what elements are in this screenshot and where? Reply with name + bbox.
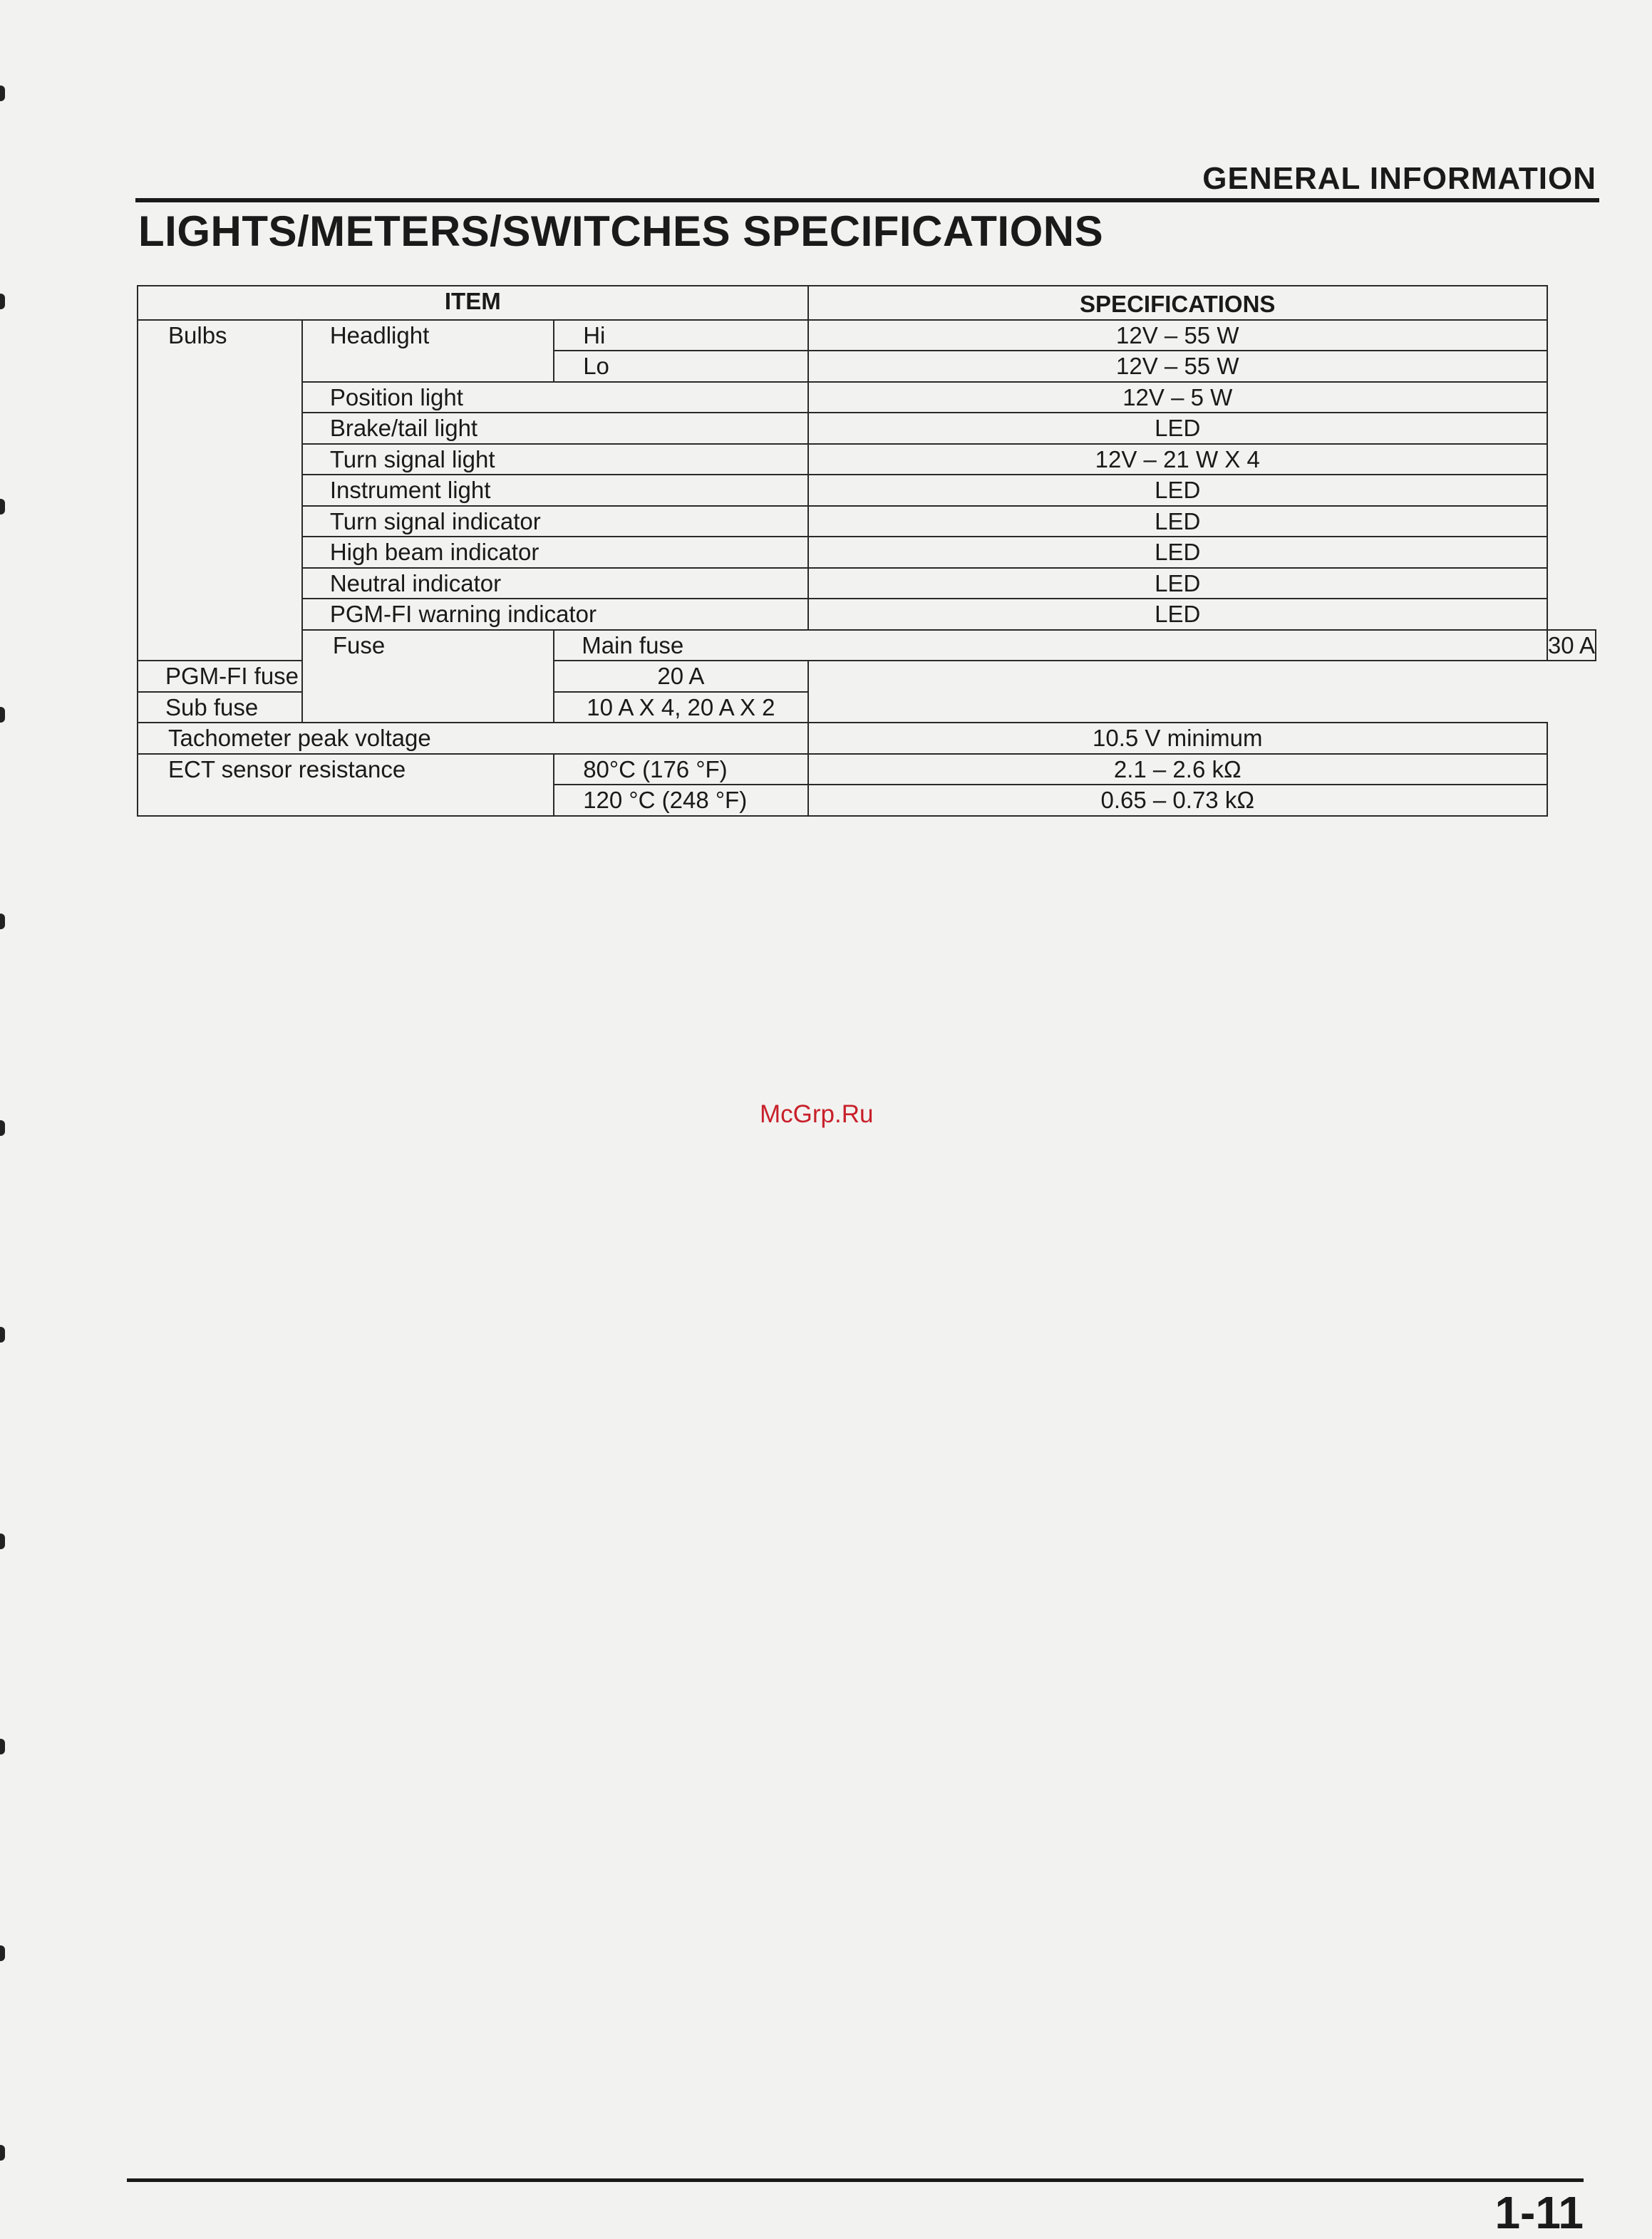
item-cell: Tachometer peak voltage	[138, 723, 808, 754]
table-row	[138, 630, 1596, 661]
binder-mark	[0, 1327, 5, 1343]
spec-cell: 20 A	[554, 661, 807, 692]
page-title: LIGHTS/METERS/SWITCHES SPECIFICATIONS	[138, 207, 1104, 255]
binder-mark	[0, 707, 5, 723]
item-cell: PGM-FI fuse	[138, 661, 554, 692]
spec-cell: 30 A	[1547, 630, 1596, 661]
table-row	[138, 444, 1596, 475]
spec-cell: 12V – 55 W	[808, 320, 1547, 351]
top-rule	[135, 198, 1599, 202]
specifications-table	[137, 285, 1596, 817]
binder-mark	[0, 914, 5, 929]
item-cell: Hi	[554, 320, 807, 351]
binder-mark	[0, 86, 5, 101]
item-cell: Position light	[302, 382, 808, 413]
spec-cell: 12V – 55 W	[808, 351, 1547, 382]
item-cell: Neutral indicator	[302, 568, 808, 599]
table-row	[138, 568, 1596, 599]
table-row	[138, 537, 1596, 568]
header-specifications: SPECIFICATIONS	[808, 286, 1547, 320]
binder-mark	[0, 499, 5, 514]
spec-cell: 10 A X 4, 20 A X 2	[554, 692, 807, 723]
spec-cell: LED	[808, 568, 1547, 599]
item-cell: Turn signal indicator	[302, 506, 808, 537]
item-cell: High beam indicator	[302, 537, 808, 568]
group-ect: ECT sensor resistance	[138, 754, 554, 816]
spec-cell: 12V – 5 W	[808, 382, 1547, 413]
binder-mark	[0, 1739, 5, 1754]
item-cell: Turn signal light	[302, 444, 808, 475]
binder-mark	[0, 1120, 5, 1136]
spec-cell: 12V – 21 W X 4	[808, 444, 1547, 475]
table-row	[138, 413, 1596, 444]
spec-cell: LED	[808, 506, 1547, 537]
spec-cell: LED	[808, 537, 1547, 568]
table-row	[138, 599, 1596, 630]
spec-cell: 10.5 V minimum	[808, 723, 1547, 754]
binder-mark	[0, 1945, 5, 1961]
item-cell: Lo	[554, 351, 807, 382]
binder-mark	[0, 294, 5, 309]
section-label: GENERAL INFORMATION	[1202, 161, 1596, 196]
table-row	[138, 661, 1596, 692]
table-row	[138, 320, 1596, 351]
spec-cell: LED	[808, 599, 1547, 630]
item-cell: Instrument light	[302, 475, 808, 506]
group-bulbs: Bulbs	[138, 320, 302, 661]
item-cell: Sub fuse	[138, 692, 554, 723]
table-header-row	[138, 286, 1596, 320]
spec-cell: 2.1 – 2.6 kΩ	[808, 754, 1547, 785]
bottom-rule	[127, 2178, 1584, 2182]
item-cell: PGM-FI warning indicator	[302, 599, 808, 630]
watermark: McGrp.Ru	[760, 1100, 874, 1128]
table-row	[138, 475, 1596, 506]
group-fuse: Fuse	[302, 630, 554, 723]
table-row	[138, 506, 1596, 537]
item-cell: Brake/tail light	[302, 413, 808, 444]
spec-cell: LED	[808, 413, 1547, 444]
item-cell: 80°C (176 °F)	[554, 754, 807, 785]
table-row	[138, 382, 1596, 413]
table-row	[138, 754, 1596, 785]
page-number: 1-11	[1494, 2187, 1584, 2238]
header-item: ITEM	[138, 286, 808, 320]
group-headlight: Headlight	[302, 320, 554, 382]
item-cell: 120 °C (248 °F)	[554, 785, 807, 816]
table-row	[138, 692, 1596, 723]
table-row	[138, 723, 1596, 754]
spec-cell: 0.65 – 0.73 kΩ	[808, 785, 1547, 816]
item-cell: Main fuse	[554, 630, 1547, 661]
binder-mark	[0, 1534, 5, 1549]
binder-mark	[0, 2145, 5, 2161]
spec-cell: LED	[808, 475, 1547, 506]
